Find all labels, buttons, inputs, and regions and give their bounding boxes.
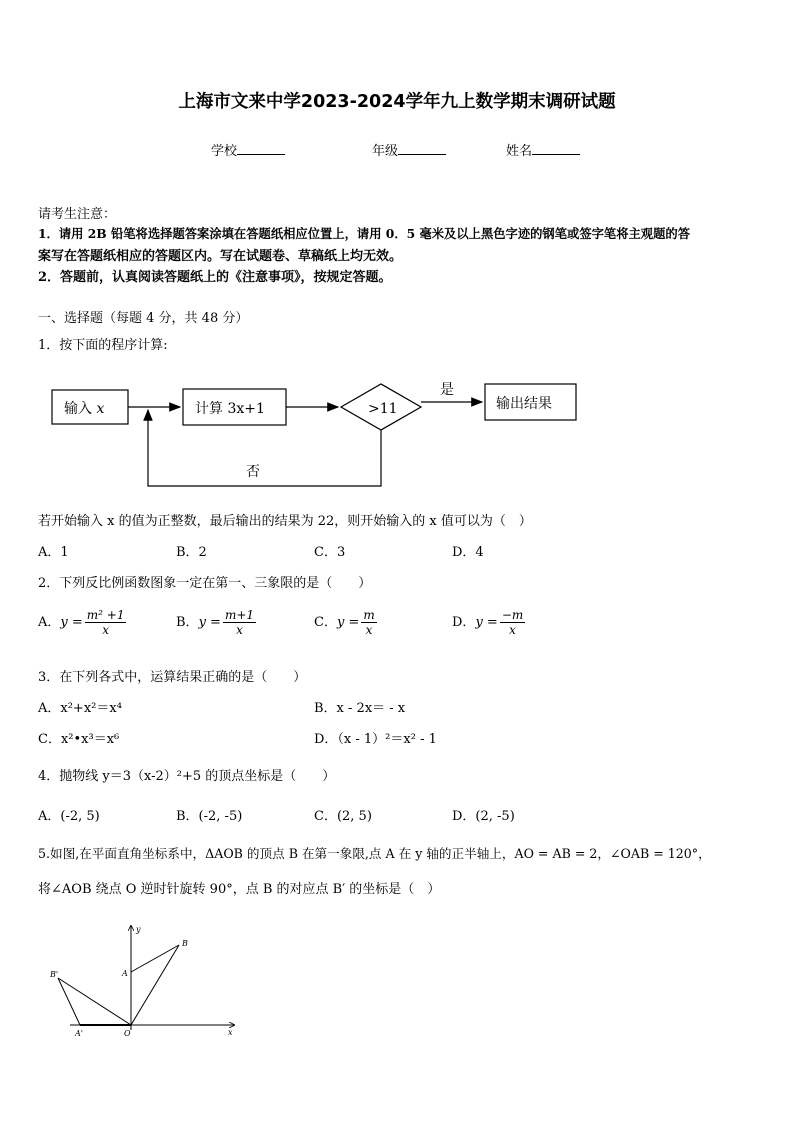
q4-option-d: D．(2, -5) xyxy=(452,809,515,824)
school-label: 学校 xyxy=(211,144,238,159)
q2-c-den: x xyxy=(365,623,373,637)
q1-stem: 1．按下面的程序计算: xyxy=(38,338,168,353)
q2-d-num: −m xyxy=(501,608,524,622)
name-blank xyxy=(532,142,580,155)
q3-option-d: D．（x - 1）²＝x² - 1 xyxy=(314,732,437,747)
q2-b-lhs: y = xyxy=(198,615,221,630)
q3-option-a: A．x²+x²＝x⁴ xyxy=(38,701,122,716)
q4-stem: 4．抛物线 y＝3（x-2）²+5 的顶点坐标是（ ） xyxy=(38,769,336,784)
q5-figure xyxy=(40,918,250,1043)
q4-option-b: B．(-2, -5) xyxy=(176,809,243,824)
q1-flowchart xyxy=(40,370,600,500)
point-a-prime-label: A' xyxy=(75,1029,83,1038)
q2-b-den: x xyxy=(236,623,243,637)
q2-b-label: B． xyxy=(176,615,199,630)
name-label: 姓名 xyxy=(506,144,533,159)
grade-label: 年级 xyxy=(372,144,399,159)
output-label: 输出结果 xyxy=(496,396,552,412)
q2-c-label: C． xyxy=(314,615,337,630)
q2-a-label: A． xyxy=(38,615,61,630)
q2-b-fraction xyxy=(223,608,256,637)
condition-label: >11 xyxy=(368,401,398,417)
notice-item1-line2: 案写在答题纸相应的答题区内。写在试题卷、草稿纸上均无效。 xyxy=(38,249,403,264)
segment-ab xyxy=(131,945,179,972)
q2-a-den: x xyxy=(102,623,109,637)
point-a-label: A xyxy=(122,969,128,978)
q2-stem: 2．下列反比例函数图象一定在第一、三象限的是（ ） xyxy=(38,576,372,591)
q2-option-d xyxy=(452,608,527,637)
q2-a-lhs: y = xyxy=(60,615,83,630)
q3-stem: 3．在下列各式中，运算结果正确的是（ ） xyxy=(38,670,307,685)
q5-line1: 5.如图,在平面直角坐标系中，ΔAOB 的顶点 B 在第一象限,点 A 在 y 轴的正半轴上，AO = AB = 2，∠OAB = 120°， xyxy=(38,846,711,861)
point-b-prime-label: B' xyxy=(50,970,59,979)
q2-option-b xyxy=(176,608,258,637)
no-label: 否 xyxy=(246,464,260,480)
name-field xyxy=(506,140,580,159)
compute-label: 计算 3x+1 xyxy=(195,401,265,417)
q2-c-lhs: y = xyxy=(336,615,360,630)
input-label: 输入 x xyxy=(64,401,105,417)
q2-d-lhs: y = xyxy=(475,615,498,630)
notice-item2: 2．答题前，认真阅读答题纸上的《注意事项》，按规定答题。 xyxy=(38,270,392,285)
grade-field xyxy=(372,140,446,159)
q1-option-b: B．2 xyxy=(176,545,207,560)
q2-a-num: m² +1 xyxy=(86,608,125,622)
q2-option-c xyxy=(314,608,379,637)
segment-ob xyxy=(131,945,179,1025)
q4-option-a: A．(-2, 5) xyxy=(38,809,100,824)
q1-option-d: D．4 xyxy=(452,545,484,560)
yes-label: 是 xyxy=(440,382,454,398)
notice-item1-line1: 1．请用 2B 铅笔将选择题答案涂填在答题纸相应位置上，请用 0．5 毫米及以上黑色字迹的钢笔或签字笔将主观题的答 xyxy=(38,226,690,241)
school-field xyxy=(211,140,285,159)
x-axis-label: x xyxy=(228,1028,233,1037)
q3-option-b: B．x - 2x＝ - x xyxy=(314,701,406,716)
school-blank xyxy=(237,142,285,155)
grade-blank xyxy=(398,142,446,155)
section1-heading: 一、选择题（每题 4 分，共 48 分） xyxy=(38,311,249,326)
q5-line2: 将∠AOB 绕点 O 逆时针旋转 90°，点 B 的对应点 B′ 的坐标是（ ） xyxy=(38,882,441,897)
q1-option-c: C．3 xyxy=(314,545,346,560)
point-o-label: O xyxy=(124,1029,131,1038)
notice-heading: 请考生注意： xyxy=(38,207,117,222)
q2-c-fraction xyxy=(361,608,376,637)
q2-c-num: m xyxy=(363,608,375,622)
q2-d-fraction xyxy=(500,608,525,637)
q2-a-fraction xyxy=(85,608,127,637)
q2-d-den: x xyxy=(509,623,516,637)
point-b-label: B xyxy=(182,939,188,948)
q3-option-c: C．x²•x³＝x⁶ xyxy=(38,732,120,747)
q2-b-num: m+1 xyxy=(224,608,255,622)
page-title: 上海市文来中学2023-2024学年九上数学期末调研试题 xyxy=(178,92,616,112)
y-axis-label: y xyxy=(136,925,141,934)
q1-text: 若开始输入 x 的值为正整数，最后输出的结果为 22，则开始输入的 x 值可以为（ ） xyxy=(38,514,532,529)
q4-option-c: C．(2, 5) xyxy=(314,809,372,824)
q2-option-a xyxy=(38,608,128,637)
q2-d-label: D． xyxy=(452,615,476,630)
q1-option-a: A．1 xyxy=(38,545,69,560)
